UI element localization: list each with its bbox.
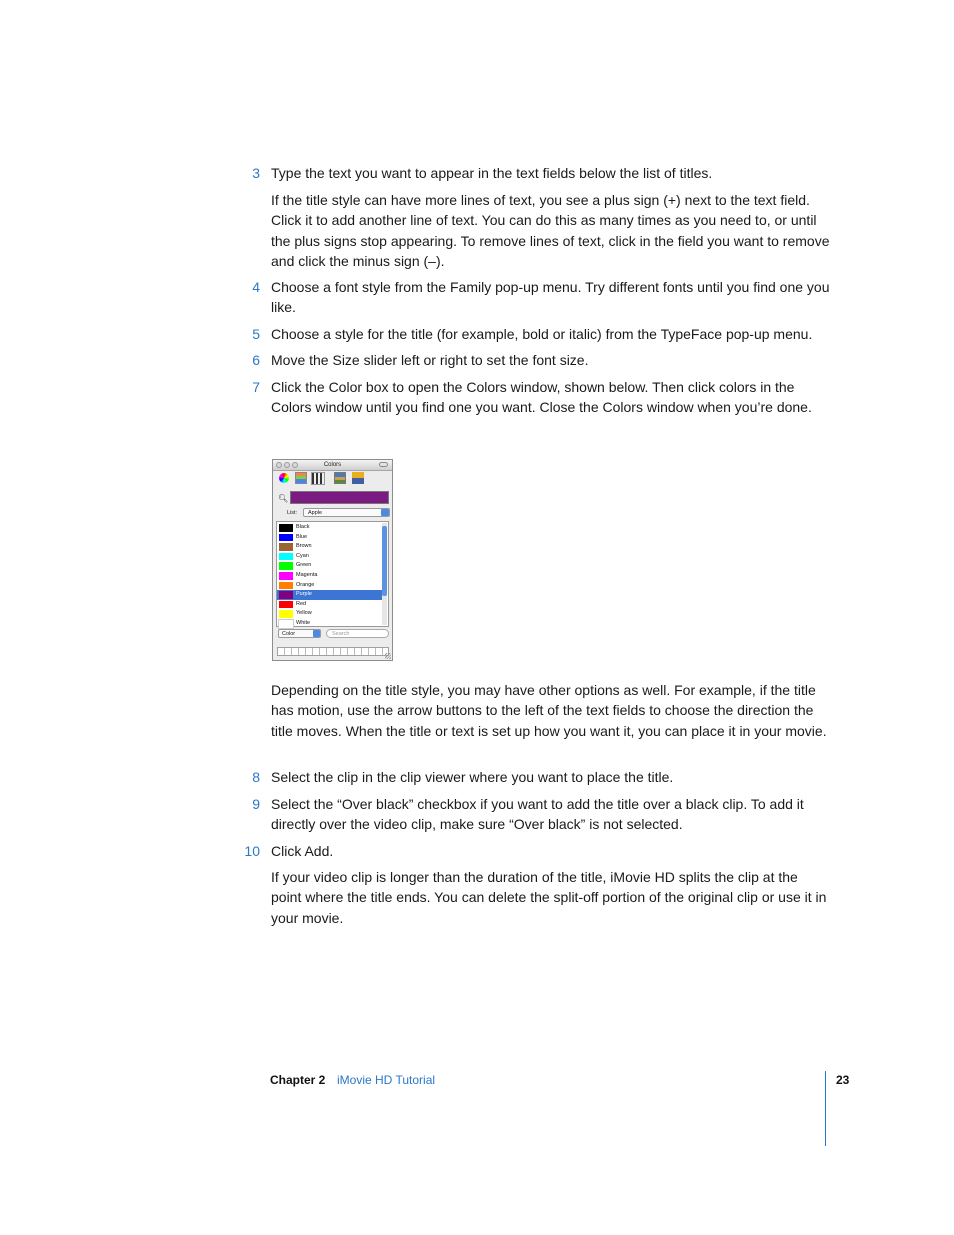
step-number: 3	[252, 165, 260, 181]
footer-divider	[825, 1071, 826, 1146]
step-number: 4	[252, 279, 260, 295]
toolbar-toggle-button[interactable]	[379, 462, 388, 467]
color-list-item-label: Brown	[296, 543, 312, 550]
color-chip	[279, 620, 293, 628]
color-list-item[interactable]	[277, 542, 382, 552]
color-list-item[interactable]	[277, 590, 382, 600]
color-swatch-tray[interactable]	[277, 647, 389, 656]
color-chip	[279, 582, 293, 590]
list-scrollbar[interactable]	[382, 523, 387, 625]
color-list-item-label: Purple	[296, 591, 312, 598]
resize-grip-icon[interactable]	[385, 653, 391, 659]
step-number: 7	[252, 379, 260, 395]
crayons-icon[interactable]	[352, 472, 364, 484]
step-text: Click Add.	[271, 843, 334, 859]
color-chip	[279, 524, 293, 532]
list-popup-value: Apple	[308, 510, 323, 516]
color-chip	[279, 543, 293, 551]
popup-arrow-icon	[313, 630, 320, 637]
color-list-item[interactable]	[277, 609, 382, 619]
step-number: 9	[252, 796, 260, 812]
step-text: Select the clip in the clip viewer where you want to place the title.	[271, 769, 674, 785]
step-text: Choose a style for the title (for example, bold or italic) from the TypeFace pop-up menu.	[271, 326, 813, 342]
color-list-item-label: White	[296, 620, 311, 626]
selected-color-swatch[interactable]	[290, 491, 389, 504]
color-list-item[interactable]	[277, 619, 382, 629]
color-sliders-icon[interactable]	[295, 472, 307, 484]
page-number: 23	[836, 1073, 850, 1087]
paragraph-plus-sign: If the title style can have more lines of text, you see a plus sign (+) next to the text field. Click it to add another line of text. You can do this as many times as you need to, or until the plus signs stop appearing. To remove lines of text, click in the field you want to remove and click the minus sign (–).	[271, 192, 830, 269]
color-list-item[interactable]	[277, 571, 382, 581]
color-list-item[interactable]	[277, 561, 382, 571]
color-list-item-label: Magenta	[296, 572, 318, 578]
color-chip	[279, 591, 293, 599]
step-text: Click the Color box to open the Colors window, shown below. Then click colors in the Colors window until you find one you want. Close the Colors window when you’re done.	[271, 379, 812, 416]
color-list-item[interactable]	[277, 552, 382, 562]
step-number: 5	[252, 326, 260, 342]
step-number: 10	[244, 843, 260, 859]
color-chip	[279, 562, 293, 570]
color-search-field[interactable]: Search	[326, 629, 389, 638]
footer-chapter-title: iMovie HD Tutorial	[337, 1073, 436, 1087]
color-list-item[interactable]	[277, 523, 382, 533]
colors-window	[272, 459, 393, 661]
step-number: 8	[252, 769, 260, 785]
color-list-item-label: Cyan	[296, 552, 309, 559]
step-text: Type the text you want to appear in the text fields below the list of titles.	[271, 165, 713, 181]
color-chip	[279, 534, 293, 542]
step-text: Select the “Over black” checkbox if you want to add the title over a black clip. To add it directly over the video clip, make sure “Over black” is not selected.	[271, 796, 804, 833]
list-label: List:	[287, 510, 298, 516]
step-text: Move the Size slider left or right to set the font size.	[271, 352, 589, 368]
color-chip	[279, 553, 293, 561]
color-list-item[interactable]	[277, 600, 382, 610]
color-list-item-label: Yellow	[296, 610, 312, 617]
color-chip	[279, 610, 293, 618]
color-list	[276, 521, 389, 627]
color-list-item-label: Blue	[296, 533, 308, 540]
image-palettes-icon[interactable]	[334, 472, 346, 484]
footer-chapter: Chapter 2	[270, 1073, 326, 1087]
color-list-item-label: Black	[296, 524, 310, 530]
magnifier-icon[interactable]: 🔍︎	[278, 494, 289, 503]
color-list-item[interactable]	[277, 581, 382, 591]
step-text: Choose a font style from the Family pop-up menu. Try different fonts until you find one you like.	[271, 279, 830, 316]
scrollbar-thumb[interactable]	[382, 526, 387, 596]
step-number: 6	[252, 352, 260, 368]
color-chip	[279, 572, 293, 580]
colors-window-title: Colors	[323, 462, 342, 468]
paragraph-options: Depending on the title style, you may have other options as well. For example, if the title has motion, use the arrow buttons to the left of the text fields to choose the direction the title moves. When the title or text is set up how you want it, you can place it in your movie.	[271, 682, 827, 739]
color-chip	[279, 601, 293, 609]
list-popup[interactable]	[303, 508, 390, 517]
color-mode-popup[interactable]	[278, 629, 321, 638]
color-list-item-label: Green	[296, 562, 312, 569]
color-mode-value: Color	[282, 631, 296, 637]
popup-arrow-icon	[381, 509, 389, 516]
color-list-item[interactable]	[277, 533, 382, 543]
color-list-item-label: Orange	[296, 581, 315, 588]
color-wheel-icon[interactable]	[279, 473, 289, 483]
color-palettes-icon[interactable]	[311, 472, 325, 485]
colors-window-titlebar	[273, 460, 392, 471]
color-list-item-label: Red	[296, 600, 307, 607]
paragraph-split: If your video clip is longer than the duration of the title, iMovie HD splits the clip at the point where the title ends. You can delete the split-off portion of the original clip or use it in your movie.	[271, 869, 827, 926]
